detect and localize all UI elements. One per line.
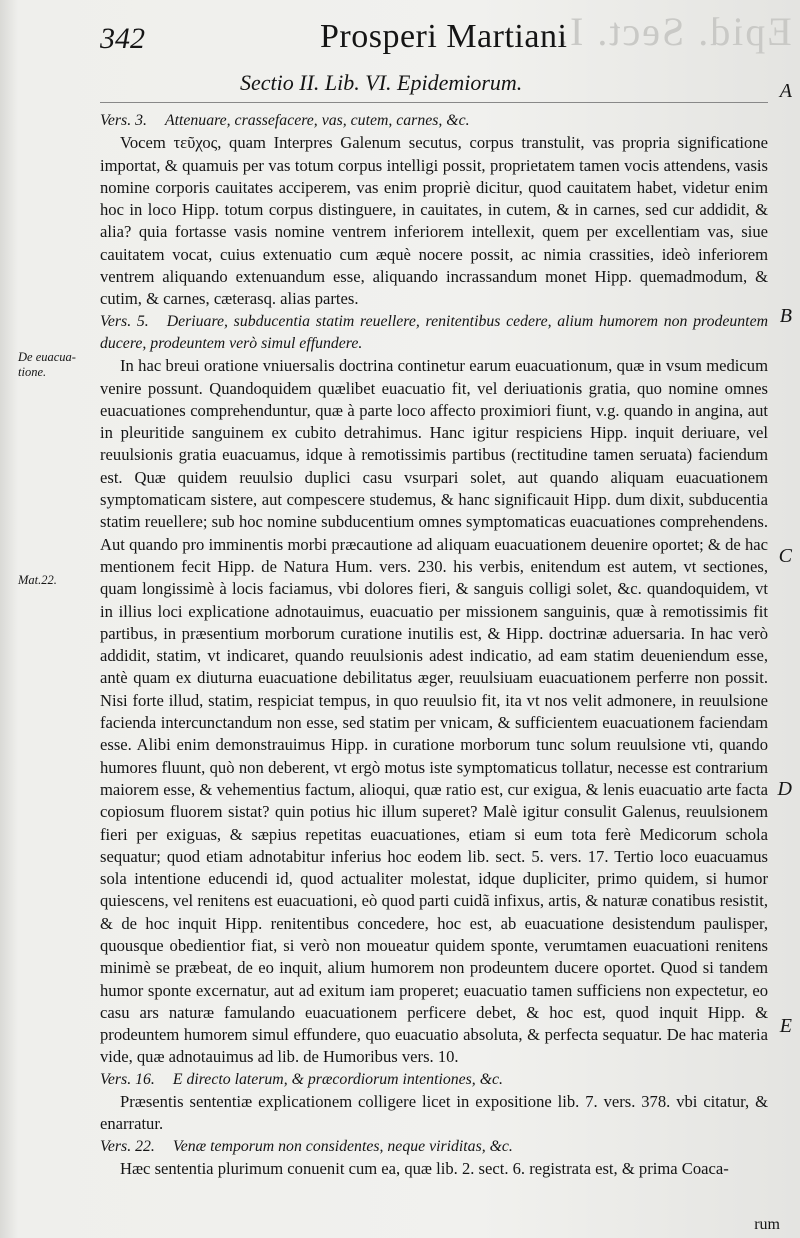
verse-heading: Vers. 5. Deriuare, subducentia statim reuellere, renitentibus cedere, alium humorem non prodeuntem ducere, prodeuntem verò simul effundere. (100, 312, 768, 352)
margin-letter-e: E (779, 1015, 792, 1037)
margin-note-reference: Mat.22. (18, 573, 57, 587)
header-rule (100, 102, 768, 103)
margin-letter-c: C (778, 545, 792, 567)
section-heading: Sectio II. Lib. VI. Epidemiorum. (240, 70, 523, 95)
bleed-through-text: Epid. Sect. I. (556, 9, 792, 54)
margin-letter-b: B (779, 305, 792, 327)
margin-letter-a: A (779, 80, 792, 102)
verse-heading: Vers. 22. Venæ temporum non considentes, neque viriditas, &c. (100, 1137, 513, 1155)
paragraph: In hac breui oratione vniuersalis doctrina continetur earum euacuationum, quæ in vsum medicum venire possunt. Quandoquidem quælibet euacuatio fit, vel deriuationis gratia, quo nomine omnes euacuationes comprehenduntur, quæ à parte loco affecto proximiori fiunt, v.g. quando in angina, aut in pleuritide sanguinem ex cubito detrahimus. Hanc igitur respiciens Hipp. inquit deriuare, vel reuulsionis gratia euacuamus, idque à remotissimis partibus (rectitudine tamen seruata) faciendum est. Quæ quidem reuulsio duplici casu vsurpari solet, aut quando aliquam euacuationem symptomaticam sistere, aut compescere studemus, & hanc significauit Hipp. dum dixit, subducentia statim reuellere; sub hoc nomine subducentium omnes symptomaticas euacuationes comprehendens. Aut quando pro imminentis morbi præcautione ad aliquam euacuationem deuenire oportet; & de hac mentionem fecit Hipp. de Natura Hum. vers. 230. his verbis, enitendum est autem, vt sectiones, quam longissimè à locis faciamus, vbi dolores fieri, & sanguis colligi solet, &c. quandoquidem, vt in illius loci explicatione adnotauimus, euacuatio per missionem sanguinis, quæ à remotissimis fit partibus, in præsentium morborum curatione inutilis est, & Hipp. doctrinæ aduersaria. In hac verò addidit, statim, vt indicaret, quando reuulsionis adest indicatio, ad eam statim deueniendum esse, antè quam ex diuturna euacuatione debilitatus æger, reuulsiuam euacuationem perferre non possit. Nisi forte illud, statim, respiciat tempus, in quo reuulsio fit, ita vt nos velit admonere, in reuulsione facienda intercunctandum non esse, sed statim per vnicam, & sufficientem euacuationem faciendam esse. Alibi enim demonstrauimus Hipp. in curatione morborum tunc solum reuulsione vti, quando humores fluunt, quò non deberent, vt ergò motus iste symptomaticus tollatur, necesse est contrarium maiorem esse, & vehementius factum, alioqui, quæ ratio est, cur exigua, & lenis euacuatio arte facta copiosum fluorem sistat? quin potius hic illum superet? Malè igitur consulit Galenus, reuulsionem fieri per exiguas, & sæpius repetitas euacuationes, etiam si eum tota ferè Medicorum schola sequatur; quod etiam adnotabitur inferius hoc eodem lib. sect. 5. vers. 17. Tertio loco euacuamus sola intentione educendi id, quod actualiter molestat, idque dupliciter, primo quidem, si humor quiescens, vel renitens est euacuationi, eò quod parti cuidã infixus, artis, & naturæ conatibus resistit, & de hoc inquit Hipp. renitentibus concedere, hoc est, ab euacuatione desistendum paulisper, quousque obedientior fiat, si verò non moueatur quidem sponte, verumtamen euacuationi renitens minimè se præbeat, de eo inquit, alium humorem non prodeuntem ducere oportet. Quod si tandem humor sponte excernatur, aut ad exitum iam properet; euacuatio tamen sufficiens non expectetur, eo casu ars naturæ famulando euacuationem perficere debet, & hoc est, quod inquit Hipp. & prodeuntem humorem simul effundere, quo euacuatio absoluta, & perfecta sequatur. De hac materia vide, quæ adnotauimus ad lib. de Humoribus vers. 10. (100, 356, 768, 1067)
running-title: Prosperi Martiani (320, 18, 568, 55)
margin-note-euacuatione: De euacua-tione. (18, 350, 76, 379)
paragraph: Vocem τεῦχος, quam Interpres Galenum secutus, corpus transtulit, vas propria significatione importat, & quamuis per vas totum corpus intelligi possit, proprietatem tamen vocis attendens, vasis nomine corporis cauitates acciperem, vas enim propriè dicitur, quod cauitatem habet, videtur enim hoc in loco Hipp. totum corpus distinguere, in cauitates, in cutem, & in carnes, sed cur addidit, & alia? quia fortasse vasis nomine ventrem inferiorem intellexit, quem per excellentiam vas, siue cauitatem vocat, cuius extenuatio cum æquè nocere possit, ac nimia crassities, ideò inferiorem ventrem aliquando extenuandum esse, aliquando incrassandum monet Hipp. quemadmodum, & cutim, & carnes, cæterasq. alias partes. (100, 133, 768, 309)
page-number: 342 (100, 22, 145, 55)
verse-heading: Vers. 16. E directo laterum, & præcordiorum intentiones, &c. (100, 1070, 503, 1088)
paragraph: Præsentis sententiæ explicationem colligere licet in expositione lib. 7. vers. 378. vbi citatur, & enarratur. (100, 1092, 768, 1134)
paragraph: Hæc sententia plurimum conuenit cum ea, quæ lib. 2. sect. 6. registrata est, & prima Coaca- (120, 1158, 729, 1178)
commentary-text (100, 110, 768, 1220)
margin-letter-d: D (777, 778, 792, 800)
catchword: rum (754, 1216, 780, 1233)
verse-heading: Vers. 3. Attenuare, crassefacere, vas, cutem, carnes, &c. (100, 112, 470, 129)
